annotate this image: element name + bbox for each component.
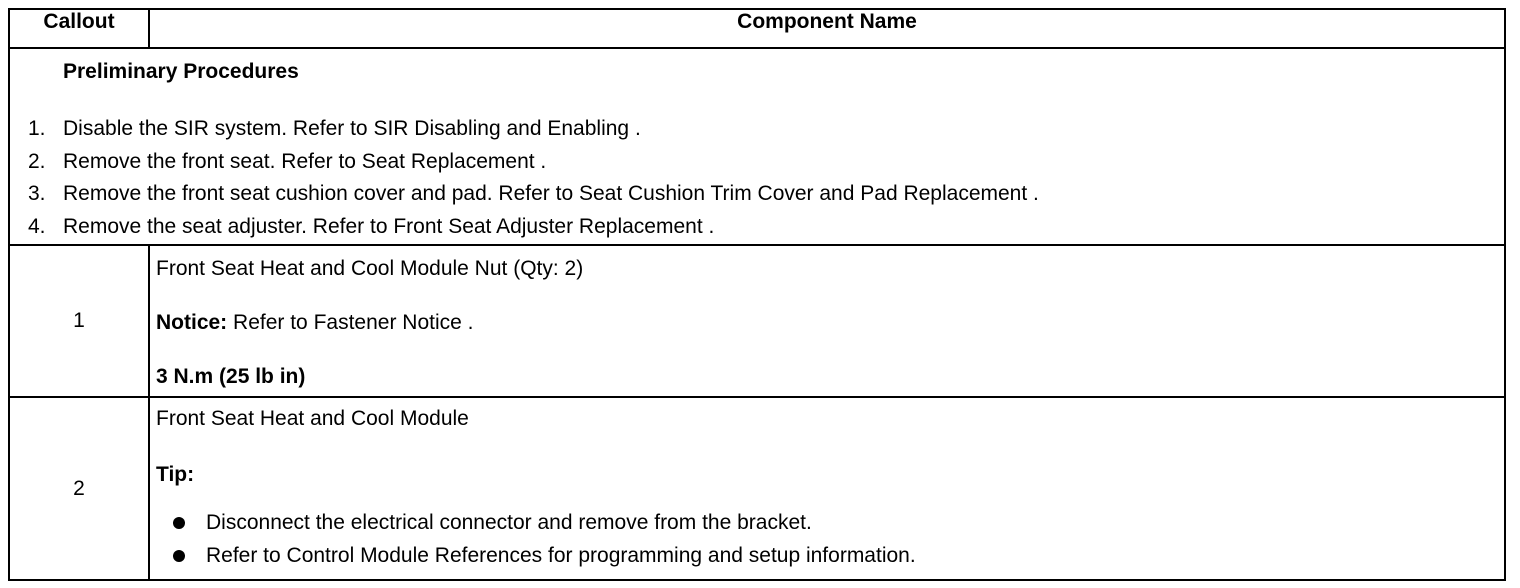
preliminary-step [10, 113, 1504, 146]
step-number: 2. [28, 149, 46, 173]
table-row [9, 397, 1505, 580]
component-cell [149, 397, 1505, 580]
step-text: Disable the SIR system. Refer to SIR Disabling and Enabling . [63, 117, 641, 141]
tip-item [156, 506, 1504, 539]
callout-cell: 1 [9, 245, 149, 398]
step-number: 3. [28, 182, 46, 206]
table-row [9, 245, 1505, 398]
notice-line [156, 311, 1504, 335]
component-cell [149, 245, 1505, 398]
step-number: 4. [28, 214, 46, 238]
tip-item [156, 539, 1504, 572]
step-text: Remove the seat adjuster. Refer to Front Seat Adjuster Replacement . [63, 214, 715, 238]
procedure-table [8, 8, 1506, 581]
callout-cell: 2 [9, 397, 149, 580]
step-text: Remove the front seat. Refer to Seat Replacement . [63, 149, 547, 173]
tip-label: Tip: [156, 463, 195, 487]
preliminary-steps-list [10, 113, 1504, 243]
bullet-icon [173, 550, 185, 562]
notice-text: Refer to Fastener Notice . [233, 310, 474, 334]
tip-text: Disconnect the electrical connector and remove from the bracket. [206, 511, 812, 535]
preliminary-heading: Preliminary Procedures [63, 60, 299, 84]
callout-header: Callout [9, 9, 149, 48]
component-name: Front Seat Heat and Cool Module Nut (Qty: 2) [156, 256, 584, 280]
step-number: 1. [28, 117, 46, 141]
preliminary-step [10, 211, 1504, 244]
header-row [9, 9, 1505, 48]
step-text: Remove the front seat cushion cover and pad. Refer to Seat Cushion Trim Cover and Pad Replacement . [63, 182, 1039, 206]
notice-label: Notice: [156, 310, 228, 334]
component-name: Front Seat Heat and Cool Module [156, 407, 469, 431]
preliminary-procedures-cell [9, 48, 1505, 245]
preliminary-step [10, 146, 1504, 179]
preliminary-row [9, 48, 1505, 245]
component-name-header: Component Name [149, 9, 1505, 48]
tip-list [156, 506, 1504, 572]
tip-text: Refer to Control Module References for programming and setup information. [206, 544, 916, 568]
preliminary-step [10, 178, 1504, 211]
bullet-icon [173, 517, 185, 529]
torque-spec: 3 N.m (25 lb in) [156, 364, 306, 388]
